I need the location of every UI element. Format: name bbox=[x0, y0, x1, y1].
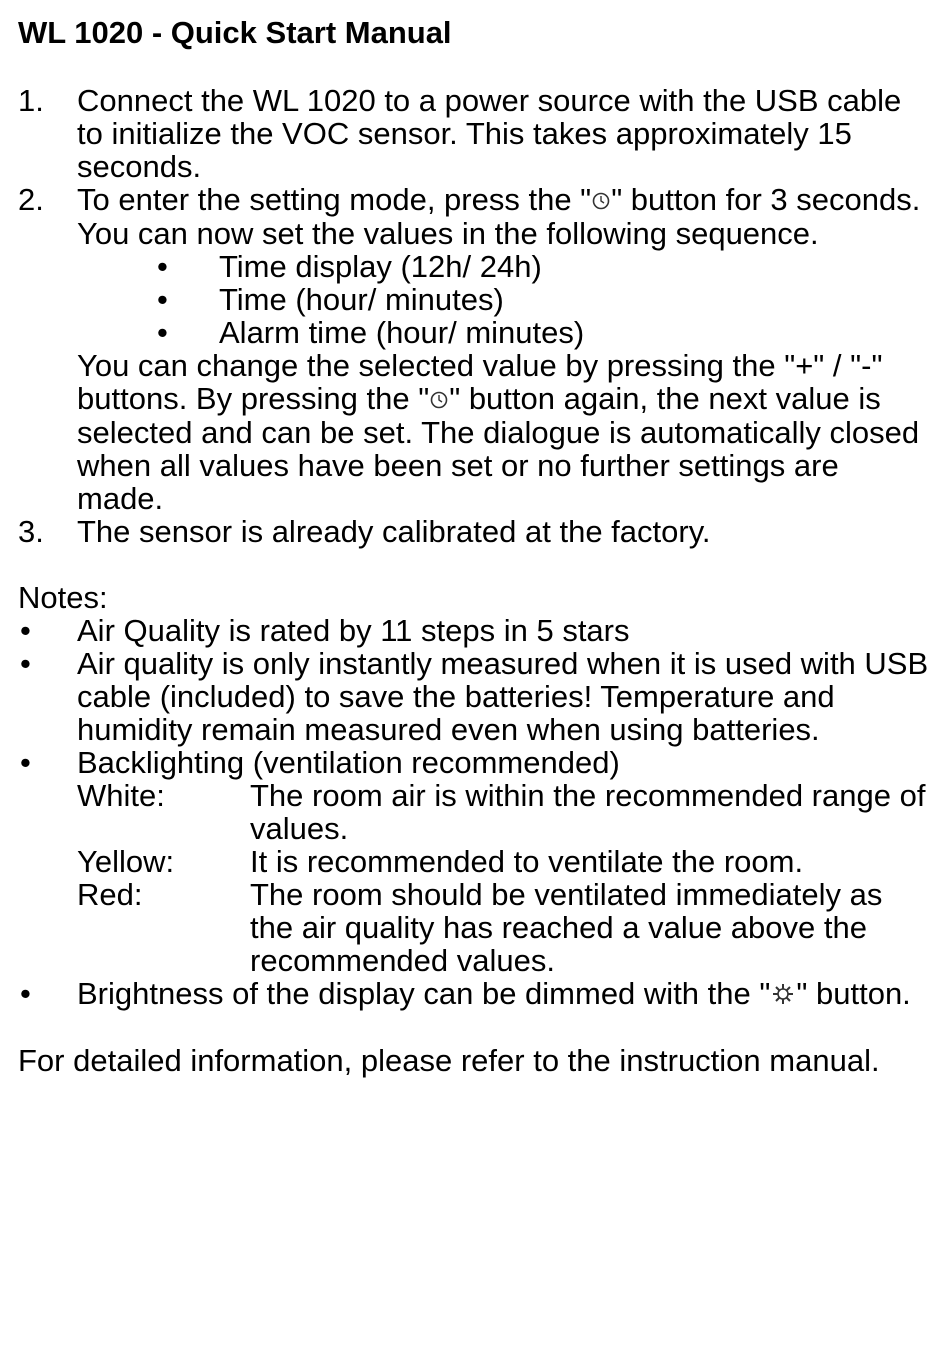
notes-label: Notes: bbox=[18, 580, 108, 615]
step-text: Connect the WL 1020 to a power source with the USB cable to initialize the VOC sensor. This takes approximately 15 seconds. bbox=[77, 83, 902, 184]
setting-sequence-list bbox=[18, 250, 932, 349]
step-text-part: To enter the setting mode, press the " bbox=[77, 182, 592, 217]
step-number: 1. bbox=[18, 83, 44, 118]
sun-gear-icon bbox=[770, 978, 796, 1011]
step-text: The sensor is already calibrated at the factory. bbox=[77, 514, 711, 549]
step-text-part: " button for 3 seconds. You can now set the values in the following sequence. bbox=[77, 182, 921, 251]
step-2 bbox=[18, 183, 932, 515]
list-item: • Alarm time (hour/ minutes) bbox=[157, 315, 585, 350]
step-number: 3. bbox=[18, 514, 44, 549]
list-item: • Time (hour/ minutes) bbox=[157, 282, 504, 317]
clock-icon bbox=[429, 383, 449, 416]
note-item: • Air Quality is rated by 11 steps in 5 stars bbox=[20, 613, 630, 648]
list-item: • Time display (12h/ 24h) bbox=[157, 249, 542, 284]
backlight-red: Red: The room should be ventilated immediately as the air quality has reached a value above the recommended values. bbox=[77, 877, 883, 978]
page-title: WL 1020 - Quick Start Manual bbox=[18, 15, 452, 50]
note-item: • Air quality is only instantly measured when it is used with USB cable (included) to save the batteries! Temperature and humidity remain measured even when using batteries. bbox=[20, 646, 929, 747]
backlight-white: White: The room air is within the recommended range of values. bbox=[77, 778, 926, 846]
backlight-yellow: Yellow: It is recommended to ventilate the room. bbox=[77, 844, 804, 879]
step-1 bbox=[18, 84, 932, 183]
clock-icon bbox=[591, 184, 611, 217]
note-item: • Backlighting (ventilation recommended) White: The room air is within the recommended range of values. Yellow: It is recommended to ventilate the room. Red: The room should be ventilated immediately as the air quality has reached a value above the recommended values. bbox=[18, 746, 932, 977]
step-2-continuation: You can change the selected value by pressing the "+" / "-" buttons. By pressing the " " button again, the next value is selected and can be set. The dialogue is automatically closed when all values have been set or no further settings are made. bbox=[77, 348, 920, 516]
note-item: • Brightness of the display can be dimmed with the " " button. bbox=[20, 976, 911, 1011]
step-number: 2. bbox=[18, 182, 44, 217]
step-3 bbox=[18, 515, 932, 548]
footer-text: For detailed information, please refer to the instruction manual. bbox=[18, 1043, 880, 1078]
